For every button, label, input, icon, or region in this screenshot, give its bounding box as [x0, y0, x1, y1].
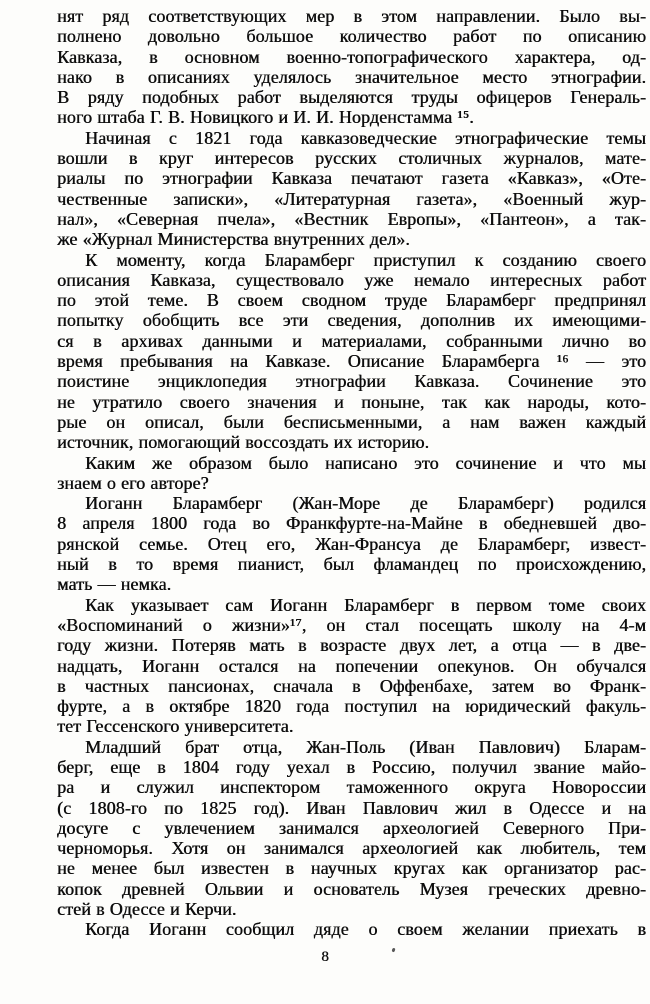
text-line: «Воспоминаний о жизни»¹⁷, он стал посещать школу на 4-м [57, 614, 646, 635]
text-line: попытку обобщить все эти сведения, дополнив их имеющими- [57, 310, 646, 331]
text-line: Начиная с 1821 года кавказоведческие этнографические темы [85, 127, 646, 148]
text-line: в частных пансионах, сначала в Оффенбахе, затем во Франк- [57, 675, 646, 696]
paragraph [57, 128, 646, 250]
text-line: Кавказа, в основном военно-топографического характера, од- [57, 46, 646, 67]
text-line: досуге с увлечением занимался археологией Северного При- [57, 817, 646, 838]
text-line: (с 1808-го по 1825 год). Иван Павлович жил в Одессе и на [57, 797, 646, 818]
text-line: же «Журнал Министерства внутренних дел». [57, 229, 410, 250]
text-line: тет Гессенского университета. [57, 716, 294, 737]
text-line: чественные записки», «Литературная газета», «Военный жур- [57, 188, 646, 209]
paragraph [57, 6, 646, 128]
text-line: Иоганн Бларамберг (Жан-Море де Бларамберг) родился [85, 493, 646, 514]
text-line: нят ряд соответствующих мер в этом направлении. Было вы- [57, 6, 646, 26]
text-line: описания Кавказа, существовало уже немало интересных работ [57, 269, 646, 290]
text-line: вошли в круг интересов русских столичных журналов, мате- [57, 148, 646, 169]
paragraph [57, 493, 646, 594]
text-line: Каким же образом было написано это сочинение и что мы [85, 452, 646, 473]
text-line: не менее был известен в научных кругах как организатор рас- [57, 858, 646, 879]
text-line: 8 апреля 1800 года во Франкфурте-на-Майне в обедневшей дво- [57, 513, 646, 534]
text-line: берг, еще в 1804 году уехал в Россию, получил звание майо- [57, 756, 646, 777]
text-line: поистине энциклопедия этнографии Кавказа. Сочинение это [57, 371, 646, 392]
text-line: стей в Одессе и Керчи. [57, 899, 237, 920]
text-line: источник, помогающий воссоздать их историю. [57, 432, 430, 453]
text-line: фурте, а в октябре 1820 года поступил на юридический факуль- [57, 696, 646, 717]
text-line: время пребывания на Кавказе. Описание Бларамберга ¹⁶ — это [57, 351, 646, 372]
text-line: мать — немка. [57, 574, 172, 595]
text-line: копок древней Ольвии и основатель Музея греческих древно- [57, 878, 646, 899]
paragraph [57, 250, 646, 453]
paragraph [57, 919, 646, 939]
text-line: риалы по этнографии Кавказа печатают газета «Кавказ», «Оте- [57, 168, 646, 189]
text-line: В ряду подобных работ выделяются труды офицеров Генераль- [57, 87, 646, 108]
text-line: нако в описаниях уделялось значительное место этнографии. [57, 66, 646, 87]
text-line: надцать, Иоганн остался на попечении опекунов. Он обучался [57, 655, 646, 676]
page-number: 8 [321, 949, 329, 965]
text-block [57, 6, 646, 940]
paragraph [57, 453, 646, 494]
text-line: полнено довольно большое количество работ по описанию [57, 26, 646, 47]
text-line: по этой теме. В своем сводном труде Бларамберг предпринял [57, 290, 646, 311]
text-line: К моменту, когда Бларамберг приступил к созданию своего [85, 249, 646, 270]
text-line: ный в то время пианист, был фламандец по происхождению, [57, 554, 646, 575]
text-line: рянской семье. Отец его, Жан-Франсуа де Бларамберг, извест- [57, 533, 646, 554]
text-line: ного штаба Г. В. Новицкого и И. И. Норденстамма ¹⁵. [57, 107, 474, 128]
text-line: Младший брат отца, Жан-Поль (Иван Павлович) Бларам- [85, 736, 646, 757]
paragraph [57, 737, 646, 920]
text-line: Когда Иоганн сообщил дяде о своем желании приехать в [85, 919, 646, 940]
text-line: черноморья. Хотя он занимался археологией как любитель, тем [57, 838, 646, 859]
text-line: ра и служил инспектором таможенного округа Новороссии [57, 777, 646, 798]
text-line: рые он описал, были бесписьменными, а нам важен каждый [57, 411, 646, 432]
text-line: не утратило своего значения и поныне, так как народы, кото- [57, 391, 646, 412]
text-line: нал», «Северная пчела», «Вестник Европы», «Пантеон», а так- [57, 208, 646, 229]
paragraph [57, 595, 646, 737]
text-line: знаем о его авторе? [57, 472, 209, 493]
text-line: ся в архивах данными и материалами, собранными лично во [57, 330, 646, 351]
text-line: году жизни. Потеряв мать в возрасте двух лет, а отца — в две- [57, 635, 646, 656]
text-line: Как указывает сам Иоганн Бларамберг в первом томе своих [85, 594, 646, 615]
